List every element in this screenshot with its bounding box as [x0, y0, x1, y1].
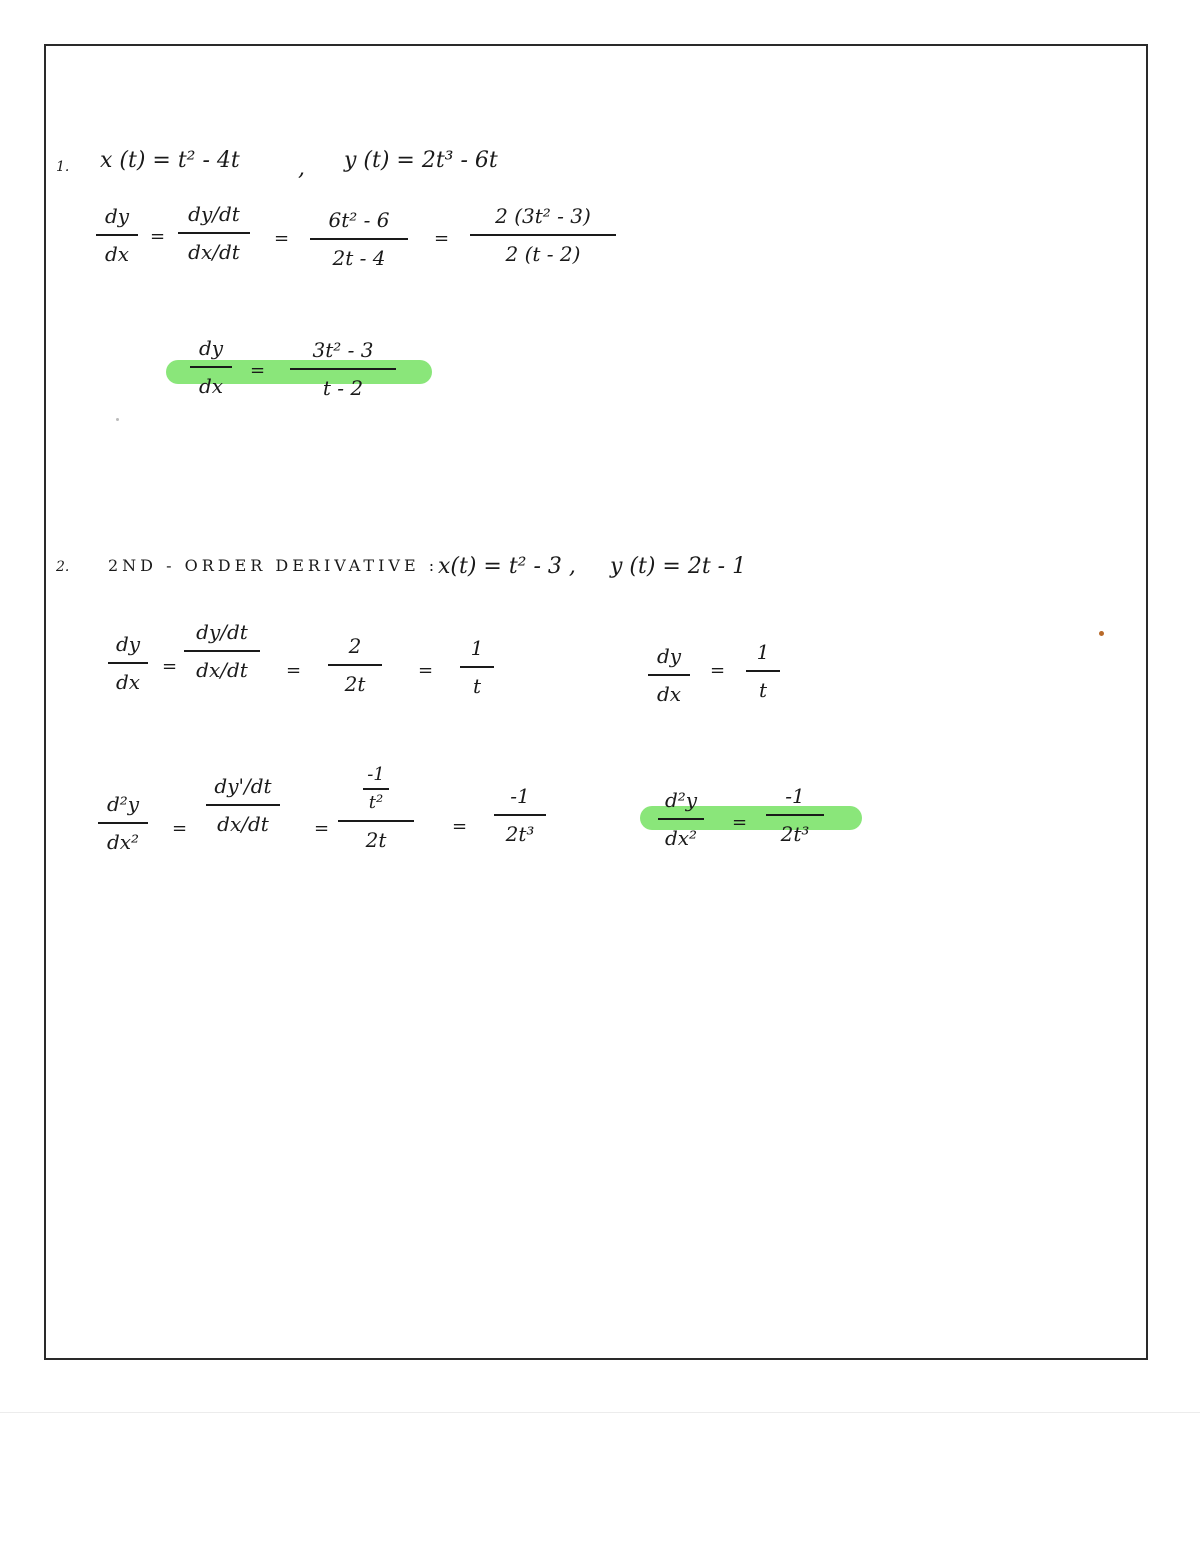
ink-speck: [1099, 631, 1104, 636]
problem-1-separator: ,: [298, 156, 305, 181]
equals-sign: =: [286, 660, 302, 681]
problem-1-x-def: x (t) = t² - 4t: [100, 148, 240, 173]
p1-derivatives: 6t² - 6 2t - 4: [310, 210, 408, 268]
page-fold-line: [0, 1412, 1200, 1413]
p2-second-lhs: d²y dx²: [98, 794, 148, 852]
equals-sign: =: [418, 660, 434, 681]
p2-simplify: 2 2t: [328, 636, 382, 694]
p1-result-lhs: dy dx: [190, 338, 232, 396]
p2-param-ratio: dy/dt dx/dt: [184, 622, 260, 680]
p2-one-over-t: 1 t: [460, 638, 494, 696]
ink-speck: [116, 418, 119, 421]
p1-param-ratio: dy/dt dx/dt: [178, 204, 250, 262]
problem-2-x-def: x(t) = t² - 3 ,: [438, 554, 576, 579]
problem-1-number: 1.: [56, 159, 70, 175]
p2-second-param-ratio: dy'/dt dx/dt: [206, 776, 280, 834]
equals-sign: =: [172, 818, 188, 839]
problem-2-label: 2ND - ORDER DERIVATIVE :: [108, 556, 439, 575]
equals-sign: =: [250, 360, 266, 381]
problem-1-y-def: y (t) = 2t³ - 6t: [344, 148, 498, 173]
p2-result-rhs: -1 2t³: [766, 786, 824, 844]
p2-second-simplified: -1 2t³: [494, 786, 546, 844]
p2-result-lhs: d²y dx²: [658, 790, 704, 848]
equals-sign: =: [314, 818, 330, 839]
equals-sign: =: [162, 656, 178, 677]
p1-dydx: dy dx: [96, 206, 138, 264]
problem-2-number: 2.: [56, 559, 70, 575]
problem-2-y-def: y (t) = 2t - 1: [610, 554, 747, 579]
equals-sign: =: [274, 228, 290, 249]
p1-factored: 2 (3t² - 3) 2 (t - 2): [470, 206, 616, 264]
equals-sign: =: [732, 812, 748, 833]
p1-result-rhs: 3t² - 3 t - 2: [290, 340, 396, 398]
equals-sign: =: [710, 660, 726, 681]
equals-sign: =: [434, 228, 450, 249]
equals-sign: =: [452, 816, 468, 837]
p2-first-result-lhs: dy dx: [648, 646, 690, 704]
p2-first-result-rhs: 1 t: [746, 642, 780, 700]
equals-sign: =: [150, 226, 166, 247]
p2-second-compound: -1 t² 2t: [338, 766, 414, 850]
p2-dydx: dy dx: [108, 634, 148, 692]
